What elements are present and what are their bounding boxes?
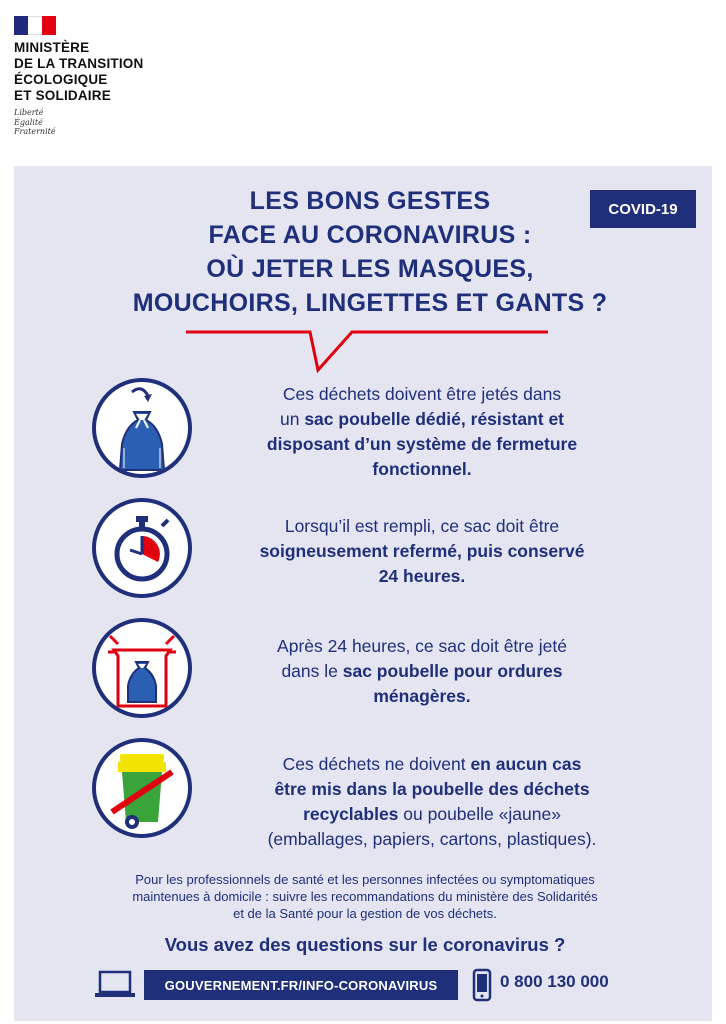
step-line: Ces déchets ne doivent en aucun cas: [282, 754, 582, 774]
title-line: FACE AU CORONAVIRUS :: [208, 221, 532, 249]
title-line: LES BONS GESTES: [249, 187, 491, 215]
note-line: Pour les professionnels de santé et les personnes infectées ou symptomatiques: [135, 872, 595, 887]
step-line: Lorsqu’il est rempli, ce sac doit être: [284, 516, 560, 536]
hotline-number[interactable]: 0 800 130 000: [500, 972, 609, 991]
step-line: (emballages, papiers, cartons, plastiques).: [267, 829, 597, 849]
stopwatch-icon: [92, 498, 192, 598]
bag-icon: [92, 378, 192, 478]
step-line: disposant d’un système de fermeture: [266, 434, 578, 454]
info-url-link[interactable]: GOUVERNEMENT.FR/INFO-CORONAVIRUS: [144, 970, 458, 1000]
title-line: MOUCHOIRS, LINGETTES ET GANTS ?: [132, 289, 608, 317]
step-2-text: [212, 514, 632, 589]
ministry-line: DE LA TRANSITION: [14, 56, 144, 71]
motto-line: Liberté: [14, 108, 44, 117]
step-line: Ces déchets doivent être jetés dans: [282, 384, 562, 404]
phone-icon: [472, 968, 492, 1002]
no-recycling-bin-icon: [92, 738, 192, 838]
ministry-line: ÉCOLOGIQUE: [14, 72, 108, 87]
step-3-text: [212, 634, 632, 709]
ministry-line: ET SOLIDAIRE: [14, 88, 111, 103]
note-line: maintenues à domicile : suivre les recommandations du ministère des Solidarités: [132, 889, 598, 904]
questions-heading: Vous avez des questions sur le coronavirus ?: [164, 934, 566, 955]
step-1-text: [212, 382, 632, 482]
note-line: et de la Santé pour la gestion de vos déchets.: [233, 906, 497, 921]
step-line: ménagères.: [373, 686, 471, 706]
step-line: 24 heures.: [378, 566, 466, 586]
covid-badge: COVID-19: [590, 190, 696, 228]
step-line: dans le sac poubelle pour ordures: [281, 661, 563, 681]
professionals-note: [40, 871, 690, 922]
step-line: fonctionnel.: [372, 459, 472, 479]
ministry-line: MINISTÈRE: [14, 40, 90, 55]
step-line: être mis dans la poubelle des déchets: [274, 779, 590, 799]
motto-line: Fraternité: [14, 127, 56, 136]
laptop-icon: [94, 970, 136, 1000]
bag-in-bag-icon: [92, 618, 192, 718]
step-line: Après 24 heures, ce sac doit être jeté: [277, 636, 567, 656]
step-line: recyclables ou poubelle «jaune»: [303, 804, 561, 824]
step-4-text: [212, 752, 652, 852]
motto-line: Égalité: [14, 117, 43, 127]
step-line: soigneusement refermé, puis conservé: [259, 541, 585, 561]
title-line: OÙ JETER LES MASQUES,: [206, 255, 534, 283]
step-line: un sac poubelle dédié, résistant et: [280, 409, 564, 429]
